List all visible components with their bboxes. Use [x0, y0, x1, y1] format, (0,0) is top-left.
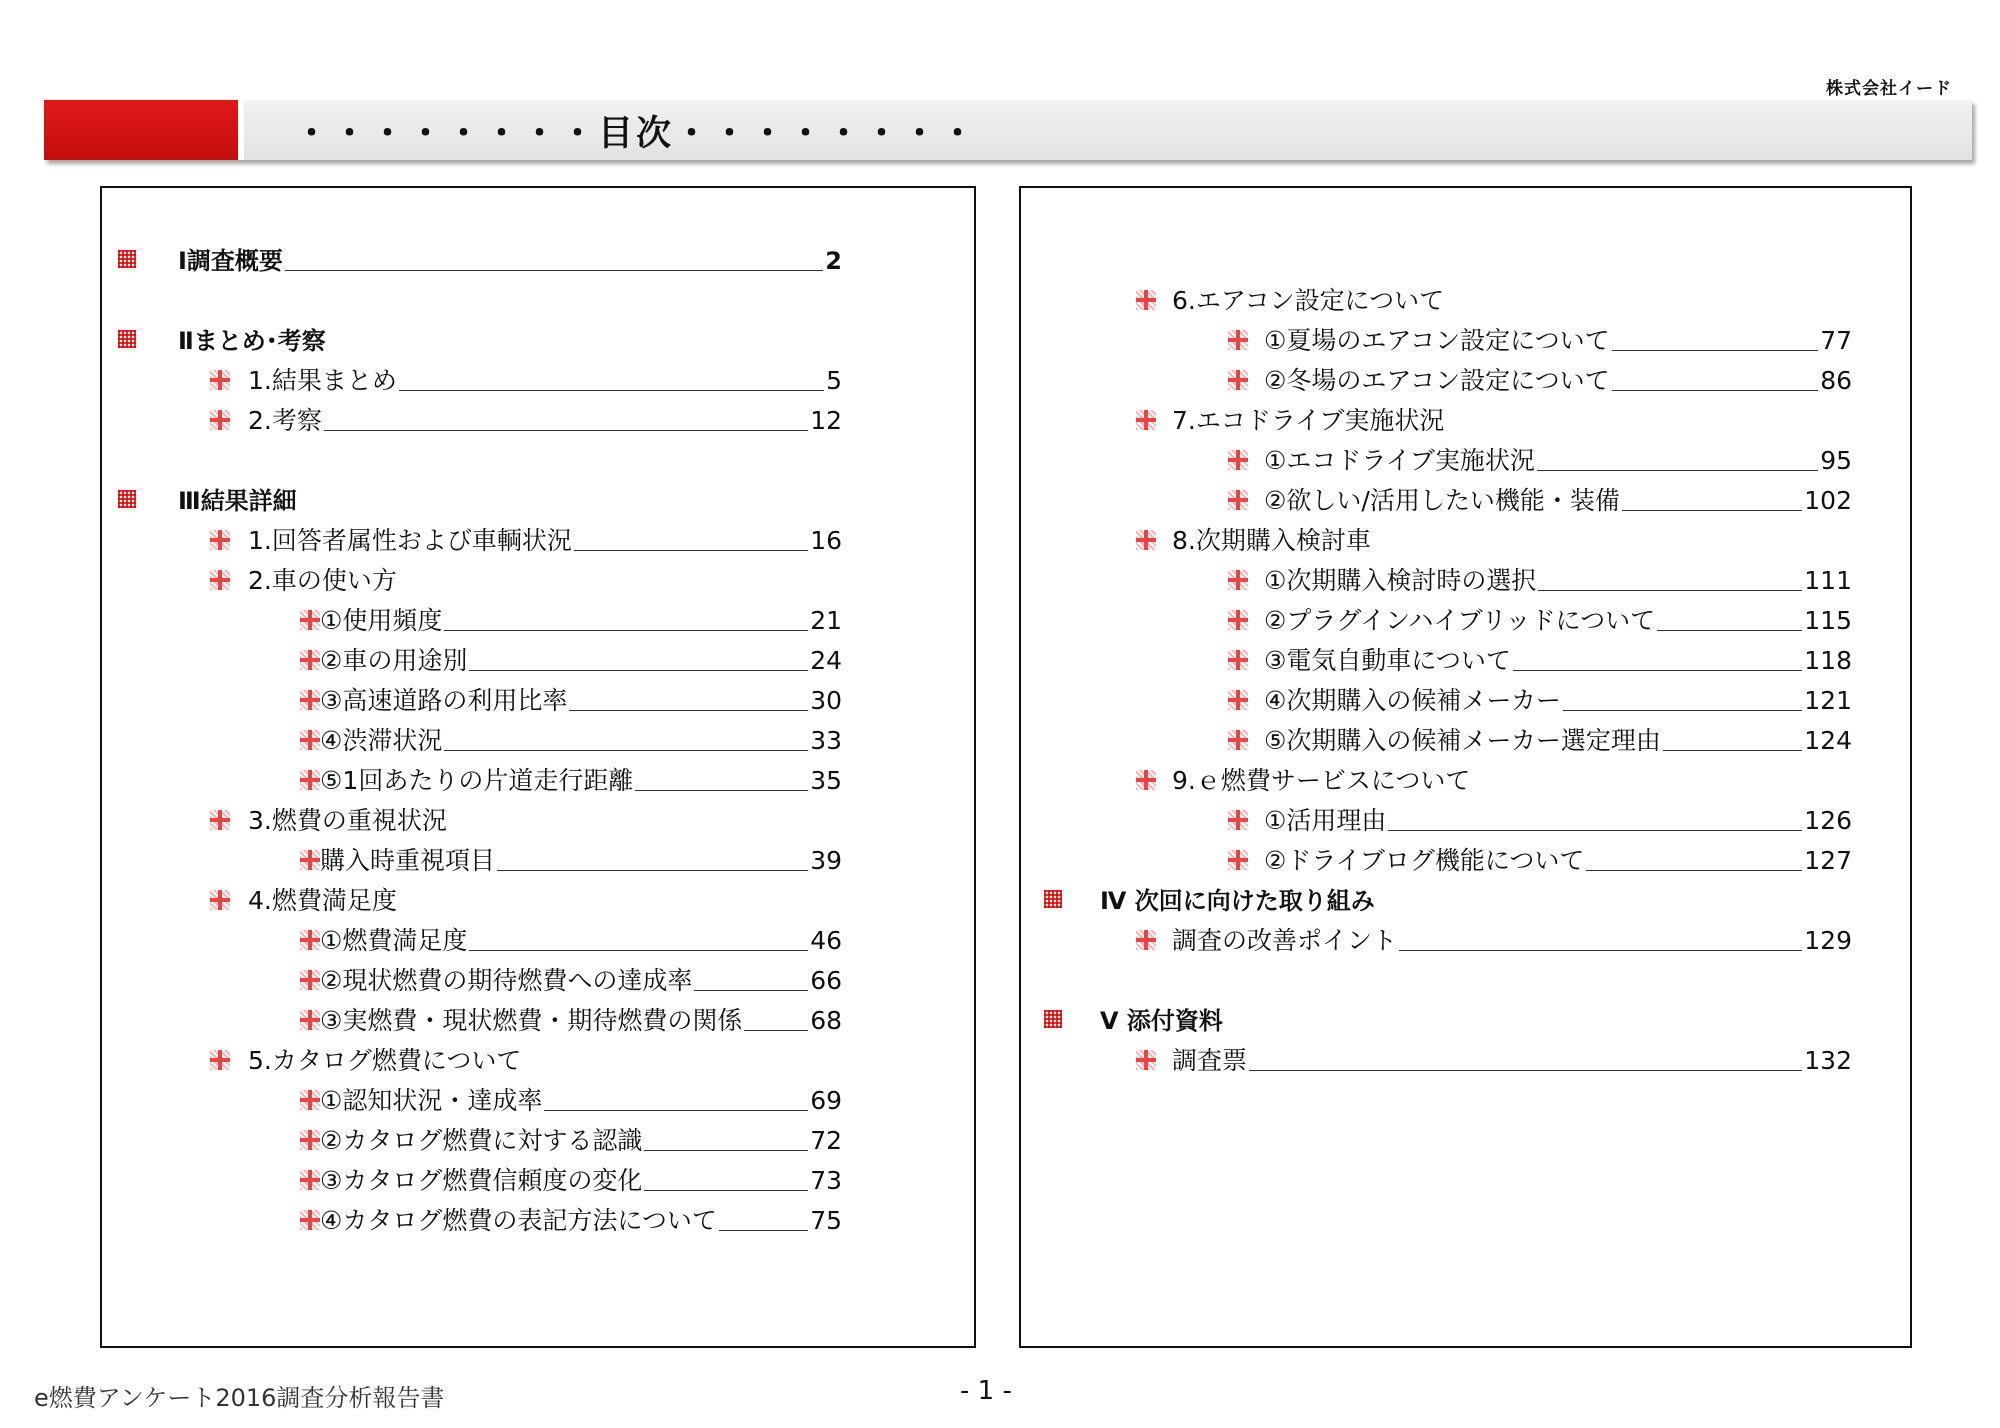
- toc-entry-page: 69: [810, 1086, 842, 1115]
- toc-entry[interactable]: [1100, 880, 1375, 916]
- toc-entry[interactable]: [1264, 360, 1852, 396]
- toc-leader-line: [1399, 950, 1802, 951]
- toc-entry-page: 24: [810, 646, 842, 675]
- item-bullet-icon: [210, 1050, 230, 1070]
- toc-entry-label: ②カタログ燃費に対する認識: [320, 1126, 643, 1155]
- item-bullet-icon: [1228, 850, 1248, 870]
- toc-entry-page: 95: [1820, 446, 1852, 475]
- company-name: 株式会社イード: [1826, 79, 1952, 99]
- toc-entry-page: 111: [1804, 566, 1852, 595]
- toc-entry-page: 16: [810, 526, 842, 555]
- toc-leader-line: [744, 1030, 808, 1031]
- toc-entry-page: 5: [826, 366, 842, 395]
- toc-entry[interactable]: [320, 840, 842, 876]
- item-bullet-icon: [1228, 570, 1248, 590]
- toc-leader-line: [1388, 830, 1802, 831]
- item-bullet-icon: [300, 1010, 320, 1030]
- toc-entry-label: ④次期購入の候補メーカー: [1264, 686, 1561, 715]
- toc-leader-line: [544, 1110, 808, 1111]
- toc-leader-line: [574, 550, 808, 551]
- toc-leader-line: [1538, 590, 1802, 591]
- toc-leader-line: [1612, 390, 1819, 391]
- toc-entry-label: ④カタログ燃費の表記方法について: [320, 1206, 717, 1235]
- toc-entry-label: Ⅳ 次回に向けた取り組み: [1100, 887, 1375, 915]
- toc-entry-page: 75: [810, 1206, 842, 1235]
- toc-entry-label: 4.燃費満足度: [248, 886, 397, 915]
- item-bullet-icon: [1136, 410, 1156, 430]
- toc-leader-line: [644, 1190, 808, 1191]
- toc-entry-label: ③高速道路の利用比率: [320, 686, 568, 715]
- toc-entry[interactable]: [248, 1040, 521, 1076]
- toc-entry[interactable]: [320, 760, 842, 796]
- section-bullet-icon: [1044, 890, 1062, 908]
- toc-entry-page: 72: [810, 1126, 842, 1155]
- toc-entry[interactable]: [1264, 800, 1852, 836]
- toc-leader-line: [497, 870, 808, 871]
- toc-entry-label: 9.ｅ燃費サービスについて: [1172, 766, 1471, 795]
- toc-leader-line: [285, 270, 823, 271]
- item-bullet-icon: [300, 730, 320, 750]
- toc-entry[interactable]: [1264, 440, 1852, 476]
- toc-entry-page: 30: [810, 686, 842, 715]
- section-bullet-icon: [118, 250, 136, 268]
- toc-entry[interactable]: [1172, 400, 1444, 436]
- toc-entry-label: ④渋滞状況: [320, 726, 443, 755]
- toc-leader-line: [1657, 630, 1802, 631]
- toc-leader-line: [1586, 870, 1802, 871]
- item-bullet-icon: [300, 650, 320, 670]
- toc-entry-label: ③電気自動車について: [1264, 646, 1511, 675]
- item-bullet-icon: [300, 690, 320, 710]
- toc-entry-label: ①燃費満足度: [320, 926, 468, 955]
- toc-entry-label: Ⅱまとめ･考察: [178, 327, 326, 355]
- toc-entry-page: 33: [810, 726, 842, 755]
- toc-leader-line: [694, 990, 808, 991]
- toc-entry[interactable]: [178, 320, 326, 356]
- item-bullet-icon: [1228, 730, 1248, 750]
- toc-entry-label: 調査の改善ポイント: [1172, 926, 1398, 955]
- toc-entry-page: 129: [1804, 926, 1852, 955]
- toc-entry-label: ③カタログ燃費信頼度の変化: [320, 1166, 643, 1195]
- toc-entry[interactable]: [248, 400, 842, 436]
- toc-entry[interactable]: [320, 1000, 842, 1036]
- toc-leader-line: [1622, 510, 1802, 511]
- toc-entry-label: 2.車の使い方: [248, 566, 397, 595]
- item-bullet-icon: [210, 530, 230, 550]
- toc-entry[interactable]: [320, 1120, 842, 1156]
- report-title: e燃費アンケート2016調査分析報告書: [34, 1384, 445, 1412]
- toc-leader-line: [469, 950, 808, 951]
- toc-entry[interactable]: [1264, 320, 1852, 356]
- toc-leader-line: [444, 630, 808, 631]
- item-bullet-icon: [300, 930, 320, 950]
- toc-entry[interactable]: [1172, 520, 1371, 556]
- item-bullet-icon: [1228, 370, 1248, 390]
- toc-entry[interactable]: [1264, 840, 1852, 876]
- toc-entry-page: 66: [810, 966, 842, 995]
- item-bullet-icon: [1228, 450, 1248, 470]
- section-bullet-icon: [118, 490, 136, 508]
- toc-entry[interactable]: [1264, 600, 1852, 636]
- toc-entry-label: 1.結果まとめ: [248, 366, 397, 395]
- toc-entry[interactable]: [248, 800, 447, 836]
- toc-entry-label: 8.次期購入検討車: [1172, 526, 1371, 555]
- item-bullet-icon: [1228, 490, 1248, 510]
- toc-leader-line: [1612, 350, 1819, 351]
- item-bullet-icon: [1228, 650, 1248, 670]
- toc-entry-label: 調査票: [1172, 1046, 1248, 1075]
- toc-entry-page: 86: [1820, 366, 1852, 395]
- toc-entry-label: ⑤次期購入の候補メーカー選定理由: [1264, 726, 1661, 755]
- toc-entry-label: 購入時重視項目: [320, 846, 496, 875]
- toc-leader-line: [469, 670, 808, 671]
- item-bullet-icon: [300, 1170, 320, 1190]
- item-bullet-icon: [300, 1130, 320, 1150]
- toc-entry-label: Ⅴ 添付資料: [1100, 1007, 1223, 1035]
- toc-entry[interactable]: [320, 640, 842, 676]
- toc-entry[interactable]: [320, 1200, 842, 1236]
- toc-entry-label: ③実燃費・現状燃費・期待燃費の関係: [320, 1006, 743, 1035]
- item-bullet-icon: [1228, 610, 1248, 630]
- toc-entry[interactable]: [248, 360, 842, 396]
- title-accent-block: [44, 100, 244, 160]
- toc-leader-line: [635, 790, 808, 791]
- toc-entry-page: 35: [810, 766, 842, 795]
- toc-leader-line: [644, 1150, 808, 1151]
- toc-entry[interactable]: [1172, 1040, 1852, 1076]
- toc-entry[interactable]: [320, 680, 842, 716]
- toc-leader-line: [1563, 710, 1802, 711]
- toc-entry-label: Ⅲ結果詳細: [178, 487, 297, 515]
- item-bullet-icon: [300, 1090, 320, 1110]
- toc-leader-line: [569, 710, 808, 711]
- item-bullet-icon: [1136, 530, 1156, 550]
- toc-entry[interactable]: [320, 720, 842, 756]
- item-bullet-icon: [1136, 770, 1156, 790]
- item-bullet-icon: [300, 850, 320, 870]
- toc-leader-line: [1663, 750, 1802, 751]
- toc-entry[interactable]: [178, 480, 297, 516]
- toc-entry-page: 124: [1804, 726, 1852, 755]
- item-bullet-icon: [1136, 1050, 1156, 1070]
- toc-entry-label: 5.カタログ燃費について: [248, 1046, 522, 1075]
- toc-entry[interactable]: [1264, 640, 1852, 676]
- item-bullet-icon: [1228, 690, 1248, 710]
- toc-entry[interactable]: [178, 240, 842, 276]
- toc-entry[interactable]: [320, 600, 842, 636]
- toc-entry[interactable]: [1264, 560, 1852, 596]
- toc-entry-page: 12: [810, 406, 842, 435]
- toc-entry[interactable]: [1264, 720, 1852, 756]
- toc-entry-label: ①夏場のエアコン設定について: [1264, 326, 1610, 355]
- toc-entry-page: 132: [1804, 1046, 1852, 1075]
- toc-entry-page: 73: [810, 1166, 842, 1195]
- toc-entry-page: 68: [810, 1006, 842, 1035]
- toc-entry-label: 1.回答者属性および車輌状況: [248, 526, 572, 555]
- toc-entry[interactable]: [1100, 1000, 1223, 1036]
- toc-entry[interactable]: [1172, 760, 1470, 796]
- toc-entry-label: ②欲しい/活用したい機能・装備: [1264, 486, 1620, 515]
- item-bullet-icon: [210, 370, 230, 390]
- item-bullet-icon: [210, 570, 230, 590]
- toc-entry-page: 121: [1804, 686, 1852, 715]
- toc-entry-label: ①使用頻度: [320, 606, 443, 635]
- item-bullet-icon: [300, 1210, 320, 1230]
- toc-entry[interactable]: [248, 880, 397, 916]
- toc-entry-page: 2: [825, 247, 842, 275]
- toc-entry-label: 6.エアコン設定について: [1172, 286, 1445, 315]
- item-bullet-icon: [210, 890, 230, 910]
- toc-entry-page: 21: [810, 606, 842, 635]
- toc-entry[interactable]: [320, 960, 842, 996]
- toc-entry[interactable]: [320, 1080, 842, 1116]
- item-bullet-icon: [210, 410, 230, 430]
- toc-entry[interactable]: [248, 560, 397, 596]
- page-number: - 1 -: [960, 1376, 1012, 1406]
- item-bullet-icon: [300, 770, 320, 790]
- toc-entry-page: 115: [1804, 606, 1852, 635]
- toc-entry[interactable]: [248, 520, 842, 556]
- toc-entry-page: 77: [1820, 326, 1852, 355]
- item-bullet-icon: [1136, 290, 1156, 310]
- toc-entry-page: 126: [1804, 806, 1852, 835]
- toc-entry-label: ②プラグインハイブリッドについて: [1264, 606, 1656, 635]
- title-bar: [44, 100, 1972, 160]
- toc-entry-label: 7.エコドライブ実施状況: [1172, 406, 1445, 435]
- toc-entry-page: 127: [1804, 846, 1852, 875]
- toc-entry-label: ②ドライブログ機能について: [1264, 846, 1585, 875]
- item-bullet-icon: [1228, 330, 1248, 350]
- toc-entry-label: 3.燃費の重視状況: [248, 806, 447, 835]
- toc-entry-page: 118: [1804, 646, 1852, 675]
- item-bullet-icon: [1228, 810, 1248, 830]
- toc-leader-line: [399, 390, 824, 391]
- toc-entry-label: ①エコドライブ実施状況: [1264, 446, 1535, 475]
- toc-leader-line: [1513, 670, 1802, 671]
- page-title: ・・・・・・・・目次・・・・・・・・: [294, 114, 979, 154]
- toc-entry-label: ②冬場のエアコン設定について: [1264, 366, 1610, 395]
- toc-entry-label: Ⅰ調査概要: [178, 247, 283, 275]
- toc-entry-label: 2.考察: [248, 406, 322, 435]
- toc-leader-line: [1537, 470, 1818, 471]
- toc-entry-label: ①次期購入検討時の選択: [1264, 566, 1537, 595]
- toc-entry-label: ①認知状況・達成率: [320, 1086, 543, 1115]
- toc-entry-page: 39: [810, 846, 842, 875]
- section-bullet-icon: [1044, 1010, 1062, 1028]
- toc-leader-line: [444, 750, 808, 751]
- toc-entry[interactable]: [1264, 480, 1852, 516]
- toc-leader-line: [719, 1230, 808, 1231]
- toc-entry-label: ①活用理由: [1264, 806, 1387, 835]
- toc-entry[interactable]: [1264, 680, 1852, 716]
- item-bullet-icon: [300, 610, 320, 630]
- toc-entry-label: ②車の用途別: [320, 646, 468, 675]
- toc-entry-page: 46: [810, 926, 842, 955]
- item-bullet-icon: [210, 810, 230, 830]
- toc-entry-label: ⑤1回あたりの片道走行距離: [320, 766, 634, 795]
- toc-entry[interactable]: [1172, 280, 1444, 316]
- toc-leader-line: [324, 430, 808, 431]
- toc-entry-page: 102: [1804, 486, 1852, 515]
- toc-leader-line: [1249, 1070, 1802, 1071]
- section-bullet-icon: [118, 330, 136, 348]
- toc-entry-label: ②現状燃費の期待燃費への達成率: [320, 966, 693, 995]
- toc-entry[interactable]: [320, 1160, 842, 1196]
- toc-entry[interactable]: [320, 920, 842, 956]
- item-bullet-icon: [1136, 930, 1156, 950]
- toc-entry[interactable]: [1172, 920, 1852, 956]
- item-bullet-icon: [300, 970, 320, 990]
